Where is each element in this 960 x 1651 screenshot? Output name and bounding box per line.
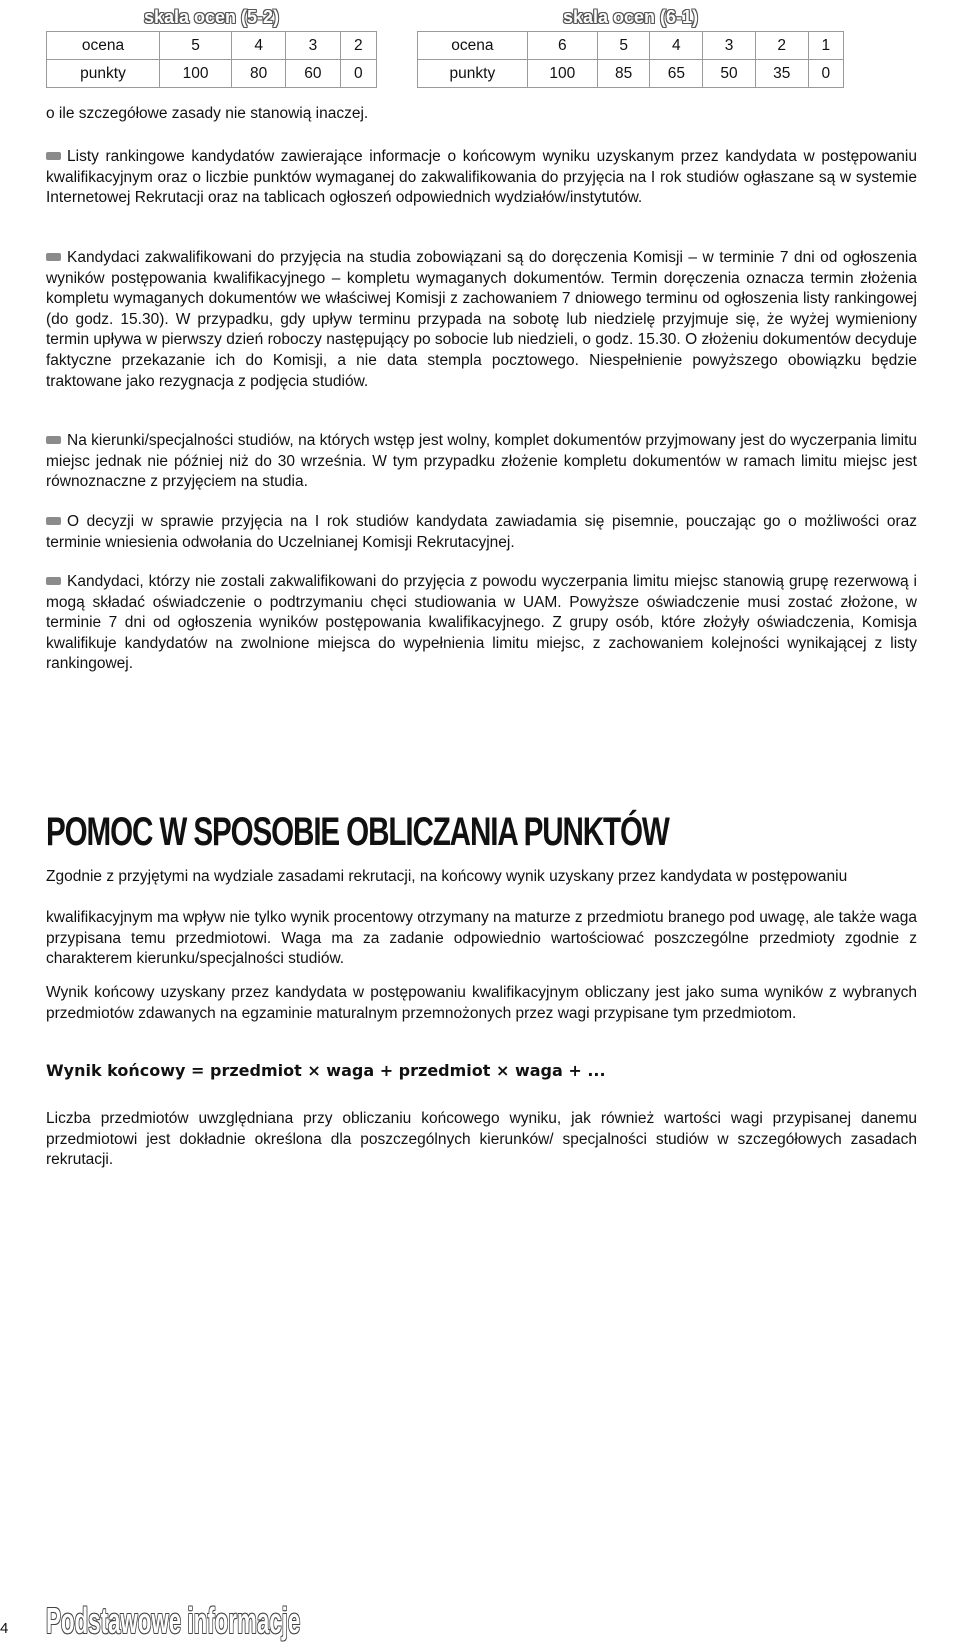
table-cell: 50 [703,60,756,88]
bullet-paragraph [46,572,917,675]
table-cell: 35 [755,60,808,88]
table-cell: ocena [418,32,528,60]
bullet-text: Kandydaci zakwalifikowani do przyjęcia na studia zobowiązani są do doręczenia Komisji – w terminie 7 dni od ogłoszenia wyników postępowania kwalifikacyjnego – kompletu wymaganych dokumentów. Termin doręczenia oznacza termin złożenia kompletu wymaganych dokumentów we właściwej Komisji z zachowaniem 7 dniowego terminu od ogłoszenia listy rankingowej (do godz. 15.30). W przypadku, gdy upływ terminu przypada na sobotę lub niedzielę przyjmuje się, że wyżej wymieniony termin upływa w pierwszy dzień roboczy następujący po sobocie lub niedzieli, o godz. 15.30. O złożeniu dokumentów decyduje faktyczne przekazanie ich do Komisji, a nie data stempla pocztowego. Niespełnienie powyższego obowiązku będzie traktowane jako rezygnacja z podjęcia studiów. [46,249,917,390]
table-cell: 80 [232,60,286,88]
table-cell: 65 [650,60,703,88]
table-cell: 5 [159,32,231,60]
footer-title: Podstawowe informacje [46,1600,301,1641]
table-cell: 1 [808,32,843,60]
table-cell: 6 [527,32,597,60]
table-title: skala ocen (6-1) [418,4,844,32]
paragraph: Wynik końcowy uzyskany przez kandydata w postępowaniu kwalifikacyjnym obliczany jest jako suma wyników z wybranych przedmiotów zdawanych na egzaminie maturalnym przemnożonych przez wagi przypisane tym przedmiotom. [46,984,917,1022]
table-cell: ocena [47,32,160,60]
table-cell: 5 [597,32,650,60]
table-cell: 2 [340,32,376,60]
table-cell: 3 [286,32,340,60]
bullet-paragraph [46,512,917,553]
table-row [47,60,377,88]
bullet-text: O decyzji w sprawie przyjęcia na I rok studiów kandydata zawiadamia się pisemnie, pouczając go o możliwości oraz terminie wniesienia odwołania do Uczelnianej Komisji Rekrutacyjnej. [46,513,917,551]
table-cell: 3 [703,32,756,60]
table-title: skala ocen (5-2) [47,4,377,32]
table-cell: 0 [340,60,376,88]
page-number: 4 [0,1620,9,1637]
bullet-text: Kandydaci, którzy nie zostali zakwalifikowani do przyjęcia z powodu wyczerpania limitu miejsc stanowią grupę rezerwową i mogą składać oświadczenie o podtrzymaniu chęci studiowania w UAM. Powyższe oświadczenie musi zostać złożone, w terminie 7 dni od ogłoszenia wyników postępowania kwalifikacyjnego. Z grupy osób, które złożyły oświadczenia, Komisja kwalifikuje kandydatów na zwolnione miejsca do wypełnienia limitu miejsc, z zachowaniem kolejności wynikającej z listy rankingowej. [46,573,917,673]
table-cell: 100 [527,60,597,88]
bullet-icon [46,517,61,525]
bullet-text: Listy rankingowe kandydatów zawierające informacje o końcowym wyniku uzyskanym przez kandydata w postępowaniu kwalifikacyjnym oraz o liczbie punktów wymaganej do zakwalifikowania do przyjęcia na I rok studiów ogłaszane są w systemie Internetowej Rekrutacji oraz na tablicach ogłoszeń odpowiednich wydziałów/instytutów. [46,148,917,207]
table-cell: punkty [47,60,160,88]
grade-scale-5-2-table [46,4,377,88]
grade-scale-6-1-table [417,4,844,88]
bullet-icon [46,577,61,585]
paragraph: Liczba przedmiotów uwzględniana przy obliczaniu końcowego wyniku, jak również wartości wagi przypisanej danemu przedmiotowi jest dokładnie określona dla poszczególnych kierunków/ specjalności studiów w szczegółowych zasadach rekrutacji. [46,1110,917,1169]
bullet-paragraph [46,147,917,209]
table-cell: 2 [755,32,808,60]
bullet-text: Na kierunki/specjalności studiów, na których wstęp jest wolny, komplet dokumentów przyjmowany jest do wyczerpania limitu miejsc jednak nie później niż do 30 września. W tym przypadku złożenie kompletu dokumentów w ramach limitu miejsc jest równoznaczne z przyjęciem na studia. [46,432,917,491]
table-row [418,60,844,88]
section-heading: POMOC W SPOSOBIE OBLICZANIA PUNKTÓW [46,810,669,854]
paragraph: kwalifikacyjnym ma wpływ nie tylko wynik procentowy otrzymany na maturze z przedmiotu branego pod uwagę, ale także waga przypisana temu przedmiotowi. Waga ma za zadanie odpowiednio wartościować poszczególne przedmioty zgodnie z charakterem kierunku/specjalności studiów. [46,909,917,968]
bullet-paragraph [46,431,917,493]
formula: Wynik końcowy = przedmiot × waga + przedmiot × waga + ... [46,1061,606,1080]
table-cell: 100 [159,60,231,88]
bullet-icon [46,152,61,160]
table-cell: 4 [232,32,286,60]
table-cell: 60 [286,60,340,88]
table-row [418,32,844,60]
paragraph: Zgodnie z przyjętymi na wydziale zasadami rekrutacji, na końcowy wynik uzyskany przez kandydata w postępowaniu [46,868,848,885]
intro-line: o ile szczegółowe zasady nie stanowią inaczej. [46,105,369,122]
table-cell: 85 [597,60,650,88]
table-cell: 0 [808,60,843,88]
bullet-icon [46,436,61,444]
table-row [47,32,377,60]
bullet-icon [46,253,61,261]
table-cell: 4 [650,32,703,60]
table-cell: punkty [418,60,528,88]
bullet-paragraph [46,248,917,392]
